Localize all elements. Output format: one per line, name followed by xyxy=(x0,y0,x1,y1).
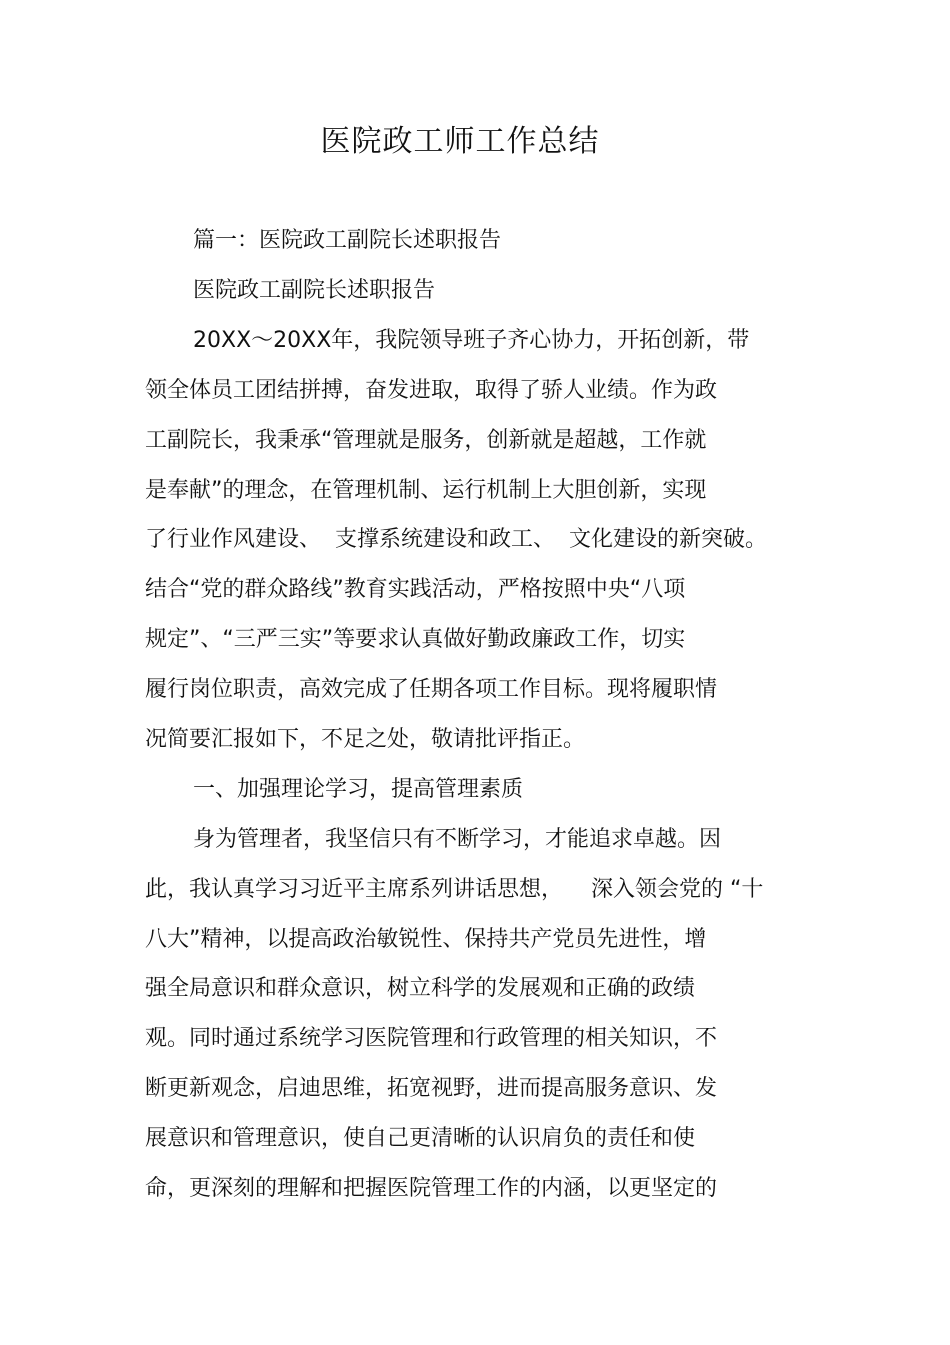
paragraph-line: 领全体员工团结拼搏，奋发进取，取得了骄人业绩。作为政 xyxy=(145,378,718,403)
paragraph-line: 强全局意识和群众意识，树立科学的发展观和正确的政绩 xyxy=(145,976,696,1001)
paragraph-line: 20XX～20XX年，我院领导班子齐心协力，开拓创新，带 xyxy=(193,328,750,353)
paragraph-line: 履行岗位职责，高效完成了任期各项工作目标。现将履职情 xyxy=(145,677,718,702)
section-heading: 一、加强理论学习，提高管理素质 xyxy=(193,777,524,802)
paragraph-line: 断更新观念，启迪思维，拓宽视野，进而提高服务意识、发 xyxy=(145,1076,718,1101)
paragraph-line: 八大”精神，以提高政治敏锐性、保持共产党员先进性，增 xyxy=(145,927,707,952)
paragraph-line: 此，我认真学习习近平主席系列讲话思想， 深入领会党的 “十 xyxy=(145,877,764,902)
paragraph-line: 规定”、“三严三实”等要求认真做好勤政廉政工作，切实 xyxy=(145,627,686,652)
section-heading: 篇一：医院政工副院长述职报告 xyxy=(193,228,502,253)
report-title: 医院政工副院长述职报告 xyxy=(193,278,436,303)
paragraph-line: 况简要汇报如下，不足之处，敬请批评指正。 xyxy=(145,727,586,752)
paragraph-line: 展意识和管理意识，使自己更清晰的认识肩负的责任和使 xyxy=(145,1126,696,1151)
paragraph-line: 命，更深刻的理解和把握医院管理工作的内涵，以更坚定的 xyxy=(145,1176,718,1201)
paragraph-line: 结合“党的群众路线”教育实践活动，严格按照中央“八项 xyxy=(145,577,686,602)
paragraph-line: 工副院长，我秉承“管理就是服务，创新就是超越，工作就 xyxy=(145,428,707,453)
paragraph-line: 身为管理者，我坚信只有不断学习，才能追求卓越。因 xyxy=(193,827,722,852)
paragraph-line: 观。同时通过系统学习医院管理和行政管理的相关知识，不 xyxy=(145,1026,718,1051)
paragraph-line: 了行业作风建设、 支撑系统建设和政工、 文化建设的新突破。 xyxy=(145,527,767,552)
document-title: 医院政工师工作总结 xyxy=(320,124,600,159)
paragraph-line: 是奉献”的理念，在管理机制、运行机制上大胆创新，实现 xyxy=(145,478,707,503)
